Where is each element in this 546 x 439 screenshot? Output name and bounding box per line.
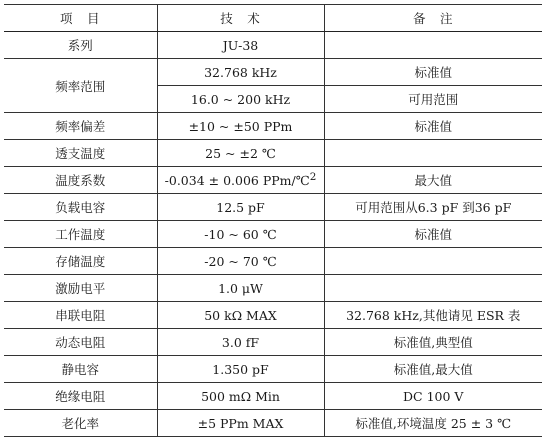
- table-row: [4, 221, 542, 248]
- table-row: [4, 194, 542, 221]
- table-header-row: [4, 5, 542, 32]
- row-spec: [157, 167, 324, 194]
- row-note: [324, 248, 542, 275]
- header-item: 项 目: [4, 5, 157, 32]
- table-row: [4, 356, 542, 383]
- spec-table: [4, 4, 542, 437]
- row-note: 可用范围从6.3 pF 到36 pF: [324, 194, 542, 221]
- row-item: 静电容: [4, 356, 157, 383]
- row-note: 标准值,典型值: [324, 329, 542, 356]
- row-item: 工作温度: [4, 221, 157, 248]
- row-item: 频率范围: [4, 59, 157, 113]
- row-note: 最大值: [324, 167, 542, 194]
- row-note: 32.768 kHz,其他请见 ESR 表: [324, 302, 542, 329]
- row-spec: 1.350 pF: [157, 356, 324, 383]
- row-spec: 32.768 kHz: [157, 59, 324, 86]
- row-spec: 1.0 μW: [157, 275, 324, 302]
- row-note: 标准值,环境温度 25 ± 3 ℃: [324, 410, 542, 437]
- table-row: [4, 248, 542, 275]
- table-row: [4, 383, 542, 410]
- header-note: 备 注: [324, 5, 542, 32]
- table-row: [4, 32, 542, 59]
- row-note: 标准值: [324, 113, 542, 140]
- row-note: [324, 275, 542, 302]
- row-spec: 12.5 pF: [157, 194, 324, 221]
- row-spec-superscript: 2: [309, 171, 317, 184]
- table-row: [4, 410, 542, 437]
- row-note: 标准值,最大值: [324, 356, 542, 383]
- row-spec: 3.0 fF: [157, 329, 324, 356]
- row-spec: 16.0 ~ 200 kHz: [157, 86, 324, 113]
- row-spec: 25 ~ ±2 ℃: [157, 140, 324, 167]
- row-note: 可用范围: [324, 86, 542, 113]
- row-spec: ±10 ~ ±50 PPm: [157, 113, 324, 140]
- table-row: [4, 140, 542, 167]
- row-spec: -10 ~ 60 ℃: [157, 221, 324, 248]
- table-row: [4, 302, 542, 329]
- row-note: 标准值: [324, 59, 542, 86]
- table-row: [4, 275, 542, 302]
- table-row: [4, 59, 542, 86]
- row-spec: -20 ~ 70 ℃: [157, 248, 324, 275]
- row-note: [324, 32, 542, 59]
- row-item: 激励电平: [4, 275, 157, 302]
- row-note: [324, 140, 542, 167]
- row-spec: 500 mΩ Min: [157, 383, 324, 410]
- table-row: [4, 113, 542, 140]
- row-item: 温度系数: [4, 167, 157, 194]
- row-item: 动态电阻: [4, 329, 157, 356]
- row-item: 存储温度: [4, 248, 157, 275]
- row-item: 负载电容: [4, 194, 157, 221]
- row-item: 频率偏差: [4, 113, 157, 140]
- row-item: 系列: [4, 32, 157, 59]
- row-item: 绝缘电阻: [4, 383, 157, 410]
- row-spec: ±5 PPm MAX: [157, 410, 324, 437]
- row-spec: JU-38: [157, 32, 324, 59]
- row-item: 串联电阻: [4, 302, 157, 329]
- table-row: [4, 329, 542, 356]
- row-note: DC 100 V: [324, 383, 542, 410]
- table-row: [4, 167, 542, 194]
- row-note: 标准值: [324, 221, 542, 248]
- row-item: 透支温度: [4, 140, 157, 167]
- row-spec: 50 kΩ MAX: [157, 302, 324, 329]
- header-spec: 技 术: [157, 5, 324, 32]
- row-spec-text: -0.034 ± 0.006 PPm/℃: [164, 173, 310, 189]
- row-item: 老化率: [4, 410, 157, 437]
